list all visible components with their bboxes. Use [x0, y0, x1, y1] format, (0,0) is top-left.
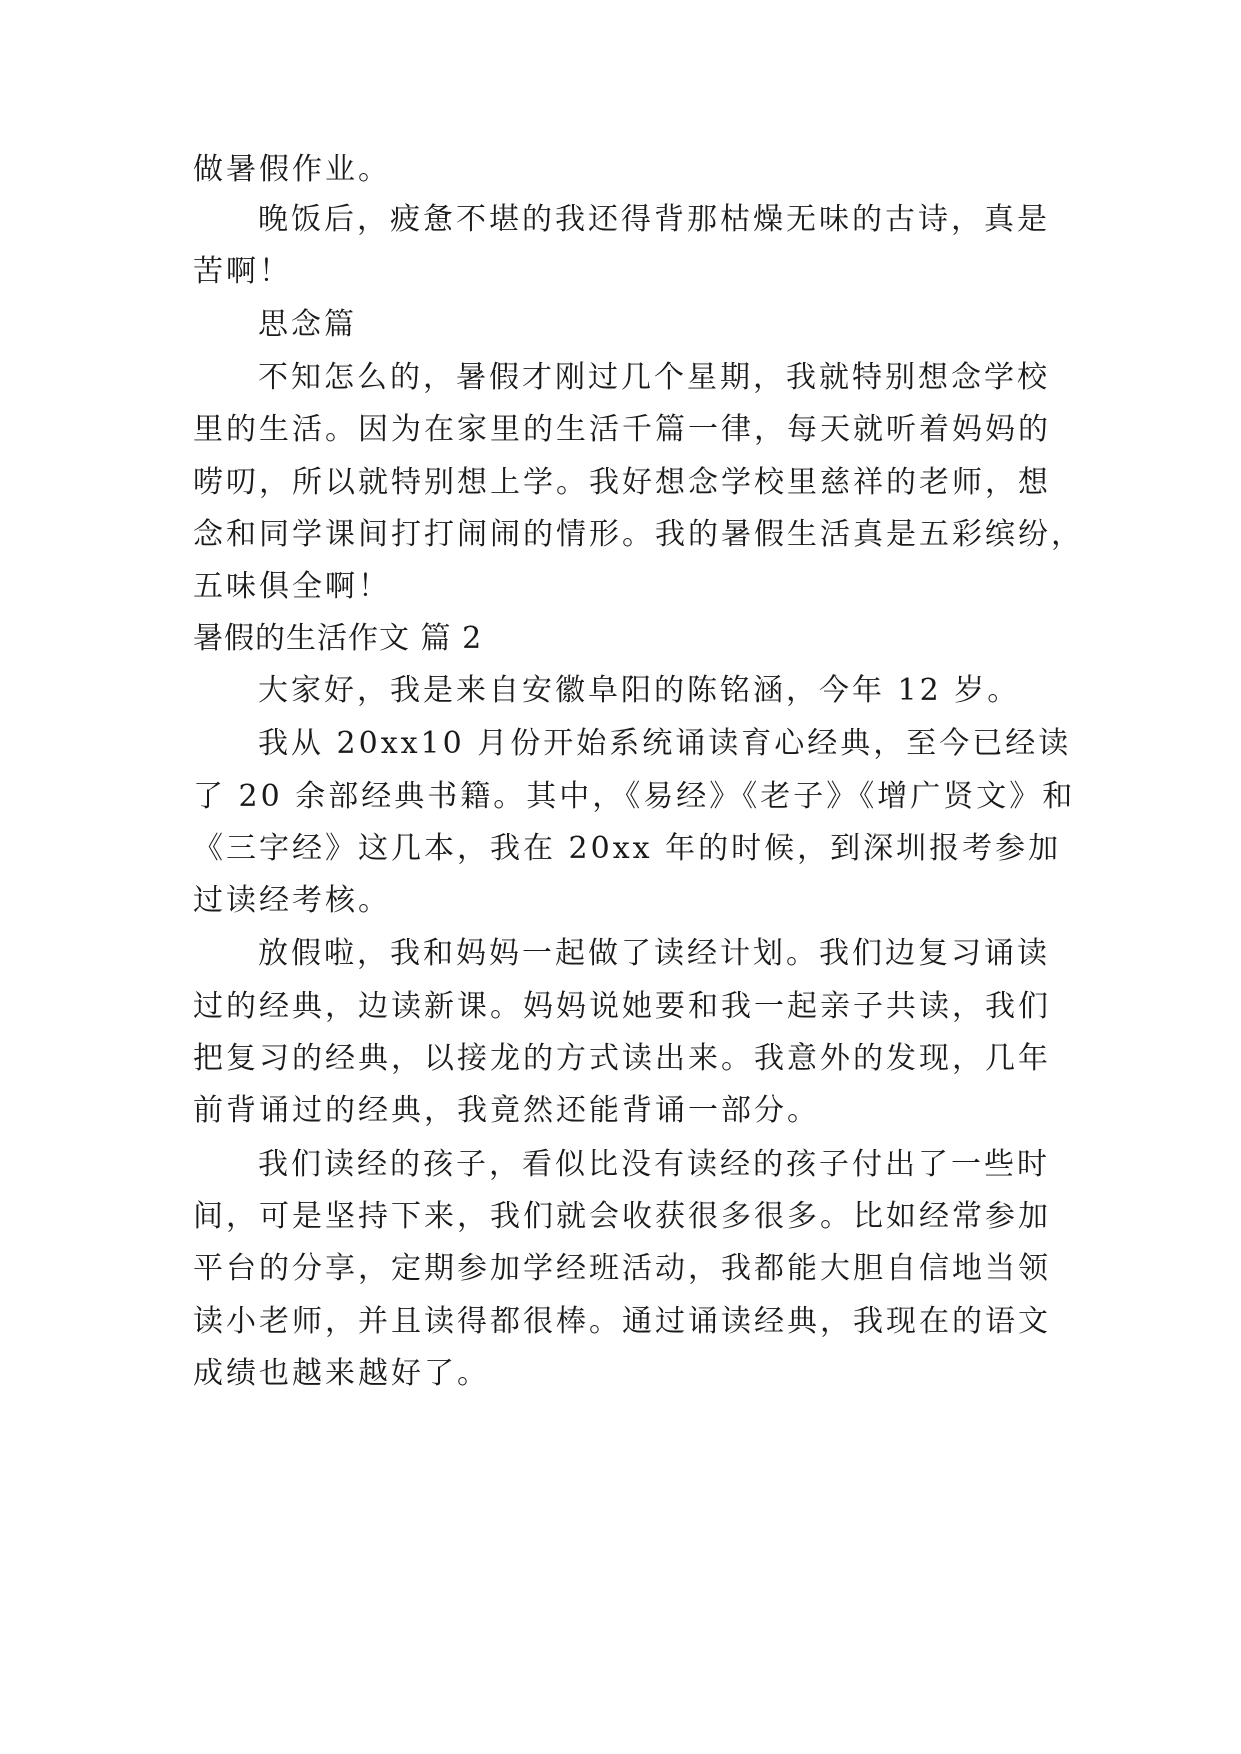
text-line: 了 20 余部经典书籍。其中，《易经》《老子》《增广贤文》和	[193, 779, 1076, 814]
text-line: 把复习的经典，以接龙的方式读出来。我意外的发现，几年	[193, 1041, 1051, 1076]
text-line: 放假啦，我和妈妈一起做了读经计划。我们边复习诵读	[258, 936, 1050, 971]
text-line: 过的经典，边读新课。妈妈说她要和我一起亲子共读，我们	[193, 989, 1051, 1024]
text-line: 前背诵过的经典，我竟然还能背诵一部分。	[193, 1093, 820, 1128]
text-line: 大家好，我是来自安徽阜阳的陈铭涵，今年 12 岁。	[258, 673, 1021, 708]
text-line: 晚饭后，疲惫不堪的我还得背那枯燥无味的古诗，真是	[258, 202, 1050, 237]
text-line: 唠叨，所以就特别想上学。我好想念学校里慈祥的老师，想	[193, 465, 1051, 500]
text-line: 《三字经》这几本，我在 20xx 年的时候，到深圳报考参加	[193, 831, 1062, 866]
text-line: 不知怎么的，暑假才刚过几个星期，我就特别想念学校	[258, 360, 1050, 395]
text-line: 我们读经的孩子，看似比没有读经的孩子付出了一些时	[258, 1147, 1050, 1182]
text-line: 我从 20xx10 月份开始系统诵读育心经典，至今已经读	[258, 726, 1072, 761]
article-title: 暑假的生活作文 篇 2	[193, 621, 483, 656]
text-line: 读小老师，并且读得都很棒。通过诵读经典，我现在的语文	[193, 1304, 1051, 1339]
text-line: 成绩也越来越好了。	[193, 1356, 490, 1391]
text-line: 平台的分享，定期参加学经班活动，我都能大胆自信地当领	[193, 1251, 1051, 1286]
text-line: 里的生活。因为在家里的生活千篇一律，每天就听着妈妈的	[193, 412, 1051, 447]
section-heading: 思念篇	[258, 307, 357, 342]
text-line: 苦啊！	[193, 254, 292, 289]
text-line: 做暑假作业。	[193, 152, 391, 187]
text-line: 过读经考核。	[193, 883, 391, 918]
text-line: 念和同学课间打打闹闹的情形。我的暑假生活真是五彩缤纷，	[193, 517, 1084, 552]
text-line: 间，可是坚持下来，我们就会收获很多很多。比如经常参加	[193, 1199, 1051, 1234]
text-line: 五味俱全啊！	[193, 569, 391, 604]
